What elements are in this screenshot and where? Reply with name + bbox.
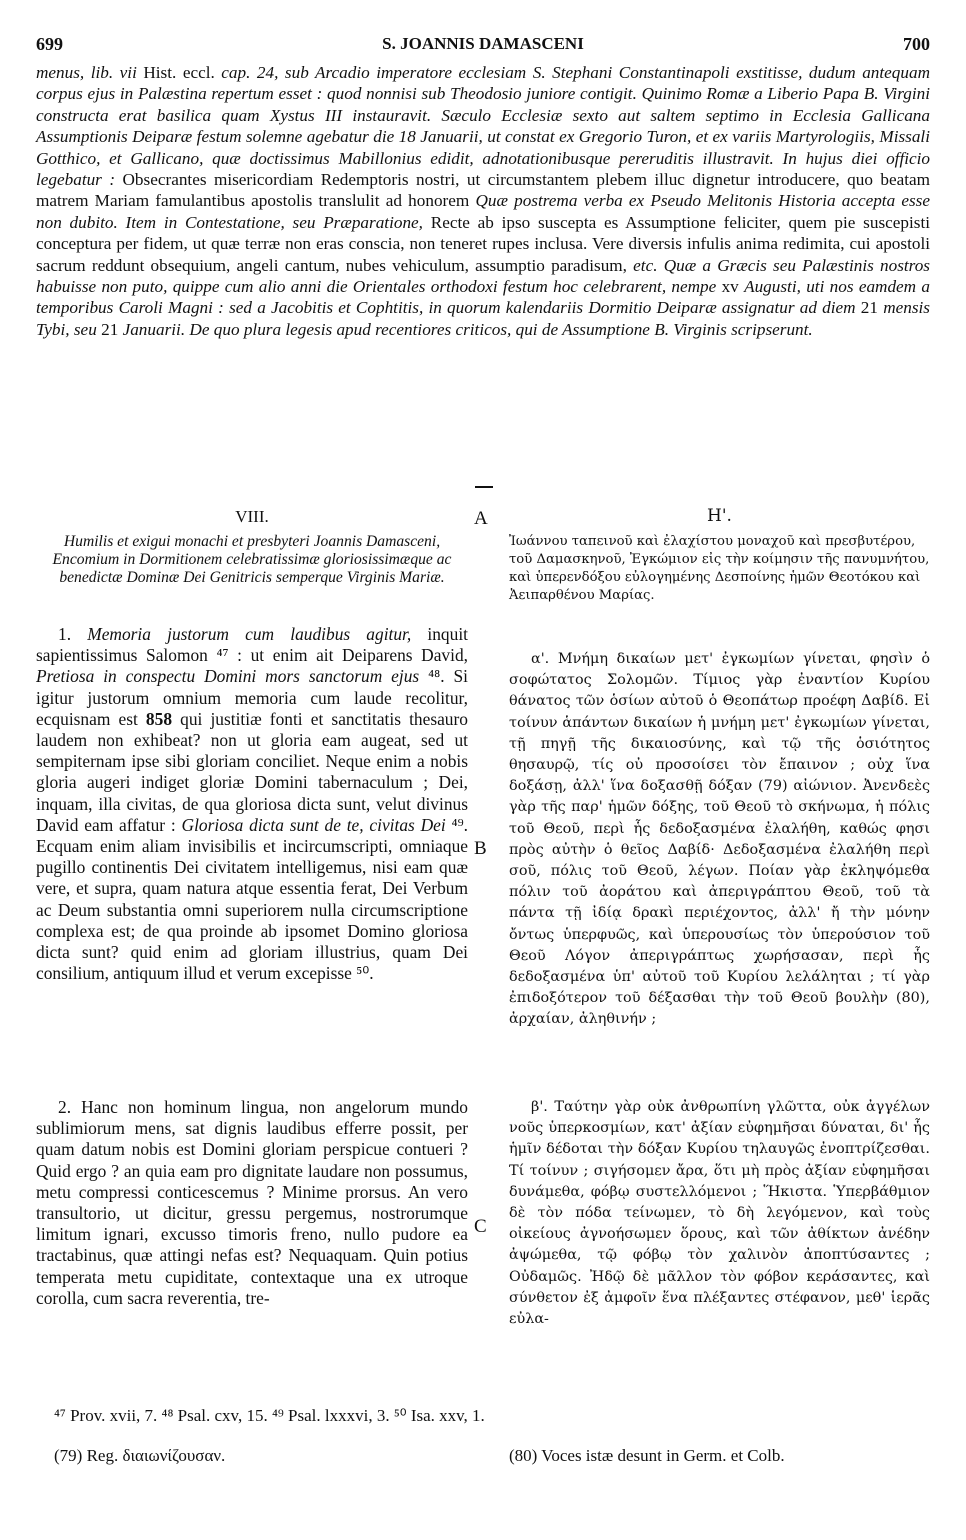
intro-text: cap. 24, sub Arcadio imperatore ecclesiam S. Stephani Constantinapoli exstitisse, dudum antequam corpus ejus in Palæstina repertum esset : quod nonnisi sub Theodosio juniore contigit. Quinimo Romæ a Liberio Papa B. Virgini constructa erat basilica quam Xystus III instauravit. Sæculo Ecclesiæ sexto aut saltem septimo in Ecclesia Gallicana Assumptionis Deiparæ festum solemne agebatur die 18 Januarii, ut constat ex Gregorio Turon, et ex variis Martyrologiis, Missali Gotthico, et Gallicano, quæ doctissimus Mabillonius edidit, adnotationibusque pereruditis illustravit. In hujus diei officio legebatur : [36,63,930,190]
margin-letter-a: A [474,508,488,529]
intro-paragraph [36,62,930,340]
latin-text: inquit sapientissimus Salomon ⁴⁷ : ut enim ait Deiparens David, [36,624,468,666]
intro-text: 21 [96,319,123,339]
latin-text: 2. Hanc non hominum lingua, non angelorum mundo sublimiorum mens, sat dignis laudibus efferre possit, per quam datum nobis est Domini gloriam perspicue contueri ? Quid ergo ? an quia eam pro dignitate laudare non possumus, metu compressi conticescemus ? Minime prorsus. An vero transultorio, ut dicitur, gressu pergemus, nostrorumque limitum ignari, excusso timoris freno, nullo pudore ea tractabinus, quæ attingi nefas est? Nequaquam. Quin potius temperata metu cupiditate, contextaque una ex utroque corolla, cum sacra reverentia, tre- [36,1097,468,1308]
footnote-references: ⁴⁷ Prov. xvii, 7. ⁴⁸ Psal. cxv, 15. ⁴⁹ Psal. lxxxvi, 3. ⁵⁰ Isa. xxv, 1. [54,1406,485,1425]
intro-text: 21 [855,298,884,318]
latin-text: Pretiosa in conspectu Domini mors sanctorum ejus [36,666,420,687]
running-header [36,34,930,60]
latin-column [36,506,468,587]
greek-paragraph-1 [509,649,930,1031]
greek-section-number: Η'. [707,506,732,526]
latin-text: 1. [58,624,88,644]
footnote-79: (79) Reg. διαιωνίζουσαν. [54,1446,226,1465]
greek-title: Ἰωάννου ταπεινοῦ καὶ ἐλαχίστου μοναχοῦ καὶ πρεσβυτέρου, τοῦ Δαμασκηνοῦ, Ἐγκώμιον εἰς τὴν κοίμησιν τῆς πανυμνήτου, καὶ ὑπερενδόξου εὐλογημένης Δεσποίνης ἡμῶν Θεοτόκου καὶ Ἀειπαρθένου Μαρίας. [509,534,930,604]
page-number-left: 699 [36,34,63,54]
intro-text: Augusti, uti nos eamdem a temporibus Caroli Magni : sed a Jacobitis et Cophtitis, in quorum kalendariis Dormitio Deiparæ assignatur ad diem [36,277,930,318]
latin-text: ⁴⁸. Si igitur justorum omnium memoria cum laude recolitur, ecquisnam est [36,666,468,729]
page-number-right: 700 [903,34,930,54]
section-divider [475,486,493,488]
intro-text: Hist. eccl. [136,63,222,82]
latin-section-number: VIII. [235,507,269,526]
intro-text: Januarii. De quo plura legesis apud recentiores criticos, qui de Assumptione B. Virginis scripserunt. [122,319,813,339]
latin-text: ⁴⁹. Ecquam enim aliam invisibilis et incircumscripti, omniaque pugillo continentis Dei civitatem intelligemus, nisi eam quæ vere, et supra, quam natura atque essentia ferat, Dei Verbum ac Deum substantia omni superiorem nulla circumscriptione complexa est; de qua proinde ab ipsomet Domino gloriosa dicta sunt? quid enim ad gloriam illustrius, quam Dei consilium, antiquum illud et verum excepisse ⁵⁰. [36,814,468,984]
greek-text: α'. Μνήμη δικαίων μετ' ἐγκωμίων γίνεται, φησὶν ὁ σοφώτατος Σολομῶν. Τίμιος γὰρ ἐναντίον Κυρίου θάνατος τῶν ὁσίων αὐτοῦ ὁ Θεοπάτωρ προέφη Δαβίδ. Εἰ τοίνυν ἁπάντων δικαίων ἡ μνήμη μετ' ἐγκωμίων γίνεται, τῇ πηγῇ τῆς δικαιοσύνης, καὶ τῷ τῆς ὁσιότητος θησαυρῷ, τίς οὐ προσοίσει τὸν ἔπαινον ; οὐχ ἵνα δοξάσῃ, ἀλλ' ἵνα δοξασθῇ δόξαν (79) αἰώνιον. Ἀνενδεὲς γὰρ τῆς παρ' ἡμῶν δόξης, τοῦ Θεοῦ τὸ σκήνωμα, ἡ πόλις τοῦ Θεοῦ, περὶ ἧς δεδοξασμένα ἐλαλήθη, καθώς φησι πρὸς αὐτὴν ὁ θεῖος Δαβίδ· Δεδοξασμένα ἐλαλήθη περὶ σοῦ, πόλις τοῦ Θεοῦ, λέγων. Ποίαν γὰρ ἐκληψόμεθα πόλιν τοῦ ἀοράτου καὶ ἀπεριγράπτου Θεοῦ, τοῦ τὰ πάντα τῇ ἰδίᾳ δρακὶ περιέχοντος, ἀλλ' ἤ τὴν μόνην ὄντως ὑπερφυῶς, καὶ ὑπερουσίως τὸν ὑπερούσιον τοῦ Θεοῦ Λόγον ἀπεριγράπτως χωρήσασαν, περὶ ἧς δεδοξασμένα ὑπ' αὐτοῦ τοῦ Κυρίου λελάληται ; τί γὰρ ἐπιδοξότερον τοῦ δέξασθαι τὴν τοῦ Θεοῦ βουλὴν (80), ἀρχαίαν, ἀληθινήν ; [509,651,930,1028]
latin-text: qui justitiæ fonti et sanctitatis thesauro laudem non exhibeat? non ut gloria eam augeat, sed ut sempiternam ipse sibi gloriam conciliet. Neque enim a nobis gloria augeri indiget gloriæ Domini tabernaculum ; Dei, inquam, illa civitas, de qua gloriosa dicta sunt, velut divinus David eam affatur : [36,708,468,835]
margin-letter-b: B [474,838,487,859]
intro-text: xv [716,277,745,297]
latin-title: Humilis et exigui monachi et presbyteri Joannis Damasceni, Encomium in Dormitionem celebratissimæ gloriosissimæque ac benedictæ Dominæ Dei Genitricis semperque Virginis Mariæ. [52,533,452,587]
intro-text: etc. Quæ a Græcis seu Palæstinis nostros habuisse non puto, quippe cum alio anni die Orientales orthodoxi festum hoc celebrarent, nempe [36,255,930,297]
greek-paragraph-2 [509,1097,930,1330]
latin-paragraph-1 [36,624,468,984]
running-title: S. JOANNIS DAMASCENI [382,34,584,53]
margin-letter-c: C [474,1216,487,1237]
latin-paragraph-2 [36,1097,468,1309]
intro-text: menus, lib. vii [36,63,137,82]
greek-column [509,506,930,605]
intro-text: Recte ab ipso suscepta es Assumptione feliciter, quem pie suscepisti conceptura per fidem, ut quæ terræ non eras conscia, non teneret rupes inclusa. Vere diversis infulis anima redimita, cui apostoli sacrum reddunt obsequium, angeli cantum, nubes vehiculum, assumptio paradisum, [36,212,930,275]
intro-text: Obsecrantes misericordiam Redemptoris nostri, ut circumstantem plebem illuc dignetur introducere, quo beatam matrem Mariam famulantibus apostolis translulit ad honorem [36,170,930,211]
latin-text: Memoria justorum cum laudibus agitur, [87,624,412,644]
intro-text: Quæ postrema verba ex Pseudo Melitonis Historia accepta esse non dubito. Item in Contestatione, seu Præparatione, [36,191,930,232]
column-number-858: 858 [145,708,173,729]
intro-text: mensis Tybi, seu [36,298,930,339]
latin-text: Gloriosa dicta sunt de te, civitas Dei [181,814,446,835]
footnote-80: (80) Voces istæ desunt in Germ. et Colb. [509,1446,785,1465]
greek-text: β'. Ταύτην γὰρ οὐκ ἀνθρωπίνη γλῶττα, οὐκ ἀγγέλων νοῦς ὑπερκοσμίων, κατ' ἀξίαν εὐφημῆσαι δύναται, δι' ἧς ἡμῖν δέδοται τὴν δόξαν Κυρίου τηλαυγῶς ἐνοπτρίζεσθαι. Τί τοίνυν ; σιγήσομεν ἄρα, ὅτι μὴ πρὸς ἀξίαν εὐφημῆσαι δυνάμεθα, φόβῳ συστελλόμενοι ; Ἥκιστα. Ὑπερβάθμιον δὲ τὸν πόδα τείνωμεν, τὸ δὴ λεγόμενον, καὶ τοὺς οἰκείους ἀγνοήσωμεν ὅρους, καὶ τῶν ἀθίκτων ἀνέδην ἀψώμεθα, τῷ φόβῳ τὸν χαλινὸν ἀποπτύσαντες ; Οὐδαμῶς. Ἠδῷ δὲ μᾶλλον τὸν φόβον κεράσαντες, καὶ σύνθετον ἐξ ἀμφοῖν ἕνα πλέξαντες στέφανον, μεθ' ἱερᾶς εὐλα- [509,1099,930,1328]
